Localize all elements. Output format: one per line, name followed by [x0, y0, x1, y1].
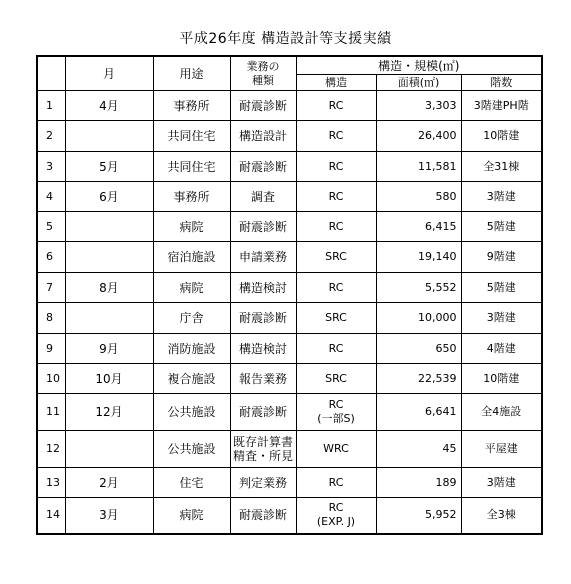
table-row [37, 273, 542, 303]
row-structure-main: RC [328, 159, 344, 173]
row-number: 7 [37, 273, 65, 303]
row-business: 報告業務 [230, 364, 296, 394]
row-structure [296, 273, 376, 303]
row-structure-main: WRC [323, 442, 349, 455]
row-structure [296, 91, 376, 121]
row-number: 12 [37, 431, 65, 468]
header-structure-scale: 構造・規模(㎡) [296, 56, 542, 75]
table-row [37, 364, 542, 394]
table-row [37, 91, 542, 121]
header-business-line1: 業務の [246, 59, 280, 73]
row-floors: 3階建 [461, 468, 542, 498]
row-use: 公共施設 [153, 431, 230, 468]
row-number: 11 [37, 394, 65, 431]
row-month: 8月 [65, 273, 153, 303]
row-business: 耐震診断 [230, 394, 296, 431]
row-business-line: 既存計算書 [232, 435, 293, 449]
row-use: 消防施設 [153, 334, 230, 364]
row-number: 3 [37, 152, 65, 182]
row-structure-main: RC [328, 398, 344, 411]
row-use: 公共施設 [153, 394, 230, 431]
row-use: 複合施設 [153, 364, 230, 394]
header-month: 月 [65, 56, 153, 91]
row-use: 事務所 [153, 182, 230, 212]
row-month: 12月 [65, 394, 153, 431]
row-structure-main: SRC [325, 311, 347, 324]
row-use: 事務所 [153, 91, 230, 121]
row-structure-sub: (一部S) [317, 412, 355, 425]
row-structure-main: SRC [325, 371, 347, 385]
row-area: 19,140 [376, 242, 461, 273]
table-row [37, 212, 542, 242]
row-use: 庁舎 [153, 303, 230, 334]
table-row [37, 498, 542, 534]
row-floors: 9階建 [461, 242, 542, 273]
row-month: 3月 [65, 498, 153, 534]
row-business: 構造検討 [230, 334, 296, 364]
row-use: 宿泊施設 [153, 242, 230, 273]
row-structure [296, 182, 376, 212]
header-business [230, 56, 296, 91]
header-use: 用途 [153, 56, 230, 91]
row-use: 病院 [153, 212, 230, 242]
row-business: 耐震診断 [230, 91, 296, 121]
row-structure [296, 468, 376, 498]
row-number: 6 [37, 242, 65, 273]
row-business: 構造検討 [230, 273, 296, 303]
row-number: 5 [37, 212, 65, 242]
table-row [37, 431, 542, 468]
row-floors: 5階建 [461, 273, 542, 303]
row-business: 耐震診断 [230, 303, 296, 334]
row-business: 耐震診断 [230, 152, 296, 182]
row-area: 650 [376, 334, 461, 364]
row-floors: 3階建PH階 [461, 91, 542, 121]
row-structure-sub: (EXP. J) [316, 515, 356, 529]
row-area: 26,400 [376, 121, 461, 152]
row-area: 3,303 [376, 91, 461, 121]
row-month: 9月 [65, 334, 153, 364]
header-no [37, 56, 65, 91]
table-row [37, 242, 542, 273]
row-number: 1 [37, 91, 65, 121]
row-floors: 3階建 [461, 182, 542, 212]
row-business [230, 431, 296, 468]
row-number: 4 [37, 182, 65, 212]
row-business: 判定業務 [230, 468, 296, 498]
row-area: 5,552 [376, 273, 461, 303]
header-business-line2: 種類 [252, 73, 274, 87]
row-business-line: 精査・所見 [232, 449, 293, 463]
row-month [65, 242, 153, 273]
row-area: 11,581 [376, 152, 461, 182]
row-month [65, 431, 153, 468]
row-month [65, 303, 153, 334]
row-business: 耐震診断 [230, 212, 296, 242]
row-area: 580 [376, 182, 461, 212]
row-structure [296, 498, 376, 534]
row-area: 5,952 [376, 498, 461, 534]
row-month: 2月 [65, 468, 153, 498]
table-row [37, 394, 542, 431]
row-area: 22,539 [376, 364, 461, 394]
header-floors: 階数 [461, 75, 542, 91]
row-structure [296, 242, 376, 273]
row-month [65, 212, 153, 242]
row-number: 13 [37, 468, 65, 498]
row-structure [296, 334, 376, 364]
table-body [37, 91, 542, 534]
row-floors: 全4施設 [461, 394, 542, 431]
row-use: 病院 [153, 498, 230, 534]
row-use: 共同住宅 [153, 121, 230, 152]
header-area: 面積(㎡) [376, 75, 461, 91]
row-floors: 4階建 [461, 334, 542, 364]
row-number: 2 [37, 121, 65, 152]
row-structure-main: RC [328, 280, 344, 294]
row-area: 189 [376, 468, 461, 498]
row-structure [296, 394, 376, 431]
row-number: 14 [37, 498, 65, 534]
row-structure-main: RC [328, 501, 344, 515]
row-structure-main: RC [328, 189, 344, 203]
table-row [37, 121, 542, 152]
row-number: 10 [37, 364, 65, 394]
table-row [37, 303, 542, 334]
row-floors: 全3棟 [461, 498, 542, 534]
row-structure [296, 152, 376, 182]
table-row [37, 334, 542, 364]
row-month: 10月 [65, 364, 153, 394]
row-business: 調査 [230, 182, 296, 212]
row-use: 共同住宅 [153, 152, 230, 182]
row-month: 5月 [65, 152, 153, 182]
row-structure-main: RC [328, 129, 344, 142]
row-structure-main: RC [328, 341, 344, 355]
row-use: 病院 [153, 273, 230, 303]
row-structure-main: SRC [325, 250, 347, 263]
row-month: 4月 [65, 91, 153, 121]
row-number: 9 [37, 334, 65, 364]
row-structure [296, 303, 376, 334]
row-area: 45 [376, 431, 461, 468]
row-floors: 全31棟 [461, 152, 542, 182]
header-structure: 構造 [296, 75, 376, 91]
row-area: 6,641 [376, 394, 461, 431]
row-business: 申請業務 [230, 242, 296, 273]
page-title: 平成26年度 構造設計等支援実績 [179, 31, 392, 47]
row-use: 住宅 [153, 468, 230, 498]
row-month: 6月 [65, 182, 153, 212]
row-area: 6,415 [376, 212, 461, 242]
row-structure-main: RC [328, 475, 344, 489]
row-month [65, 121, 153, 152]
row-structure [296, 121, 376, 152]
row-area: 10,000 [376, 303, 461, 334]
row-business: 耐震診断 [230, 498, 296, 534]
row-business: 構造設計 [230, 121, 296, 152]
row-structure-main: RC [328, 98, 344, 112]
row-structure [296, 431, 376, 468]
results-table [36, 55, 543, 535]
row-structure [296, 212, 376, 242]
table-row [37, 468, 542, 498]
row-floors: 3階建 [461, 303, 542, 334]
row-floors: 平屋建 [461, 431, 542, 468]
table-row [37, 182, 542, 212]
table-row [37, 152, 542, 182]
row-structure [296, 364, 376, 394]
row-floors: 10階建 [461, 121, 542, 152]
row-number: 8 [37, 303, 65, 334]
row-floors: 10階建 [461, 364, 542, 394]
row-structure-main: RC [328, 219, 344, 233]
row-floors: 5階建 [461, 212, 542, 242]
